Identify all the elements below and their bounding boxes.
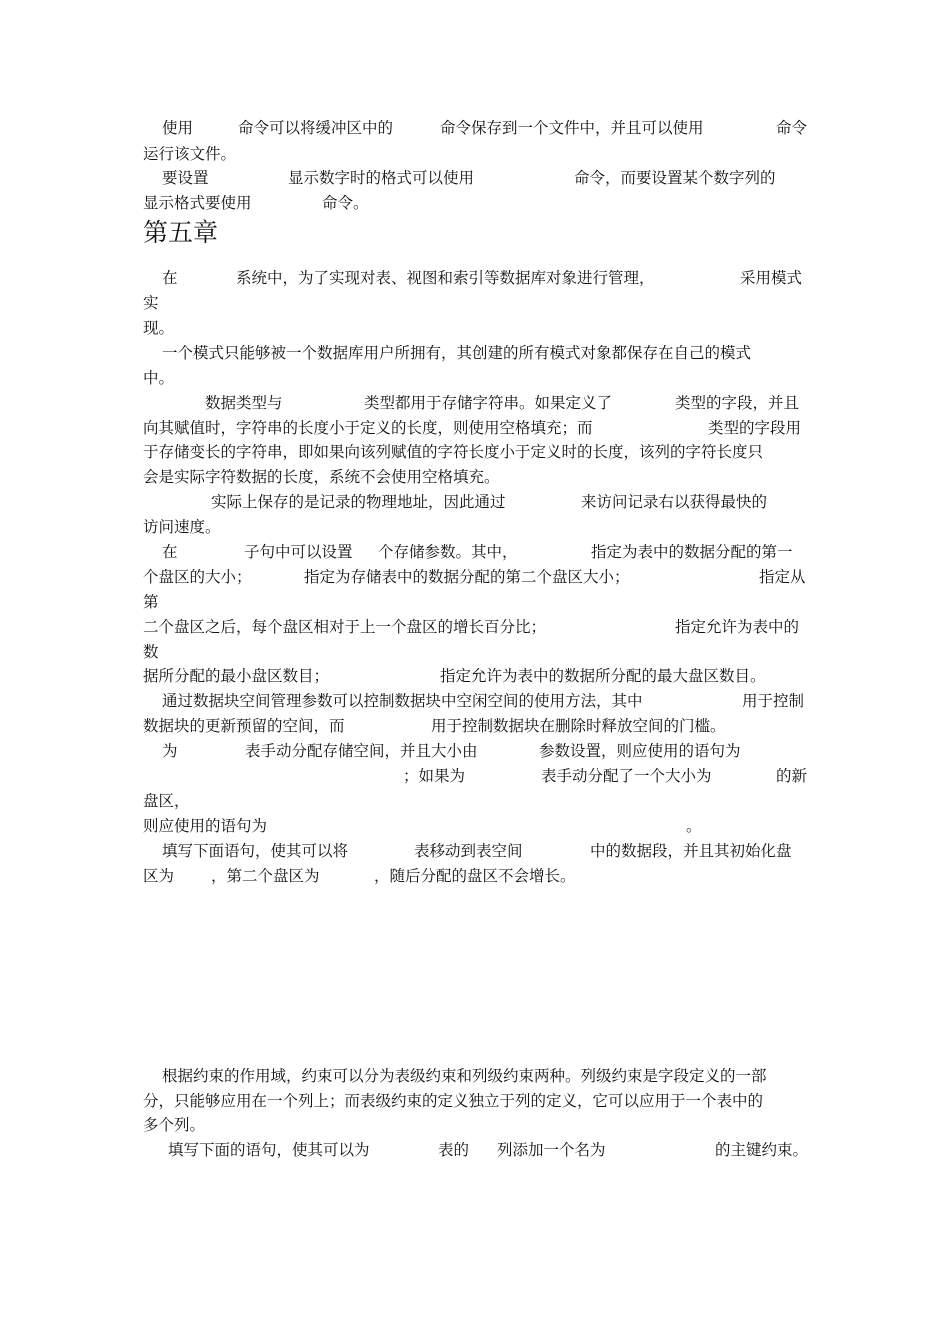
p10-text: ，第二个盘区为 <box>211 867 320 885</box>
p12-text: 表的 <box>438 1141 470 1159</box>
p12-text: 的主键约束。 <box>715 1141 809 1159</box>
p2-text: 要设置 <box>162 169 209 187</box>
p7-text: 第 <box>143 593 159 611</box>
p1-text: 命令保存到一个文件中，并且可以使用 <box>440 119 704 137</box>
p5-text: 类型的字段用 <box>708 419 802 437</box>
p7-text: 指定允许为表中的 <box>675 618 800 636</box>
p2-text: 显示格式要使用 <box>143 194 252 212</box>
p12-text: 填写下面的语句，使其可以为 <box>168 1141 370 1159</box>
p7-text: 数 <box>143 643 159 661</box>
p9-text: 盘区， <box>143 792 190 810</box>
p3-text: 系统中，为了实现对表、视图和索引等数据库对象进行管理， <box>236 269 655 287</box>
p7-text: 指定为存储表中的数据分配的第二个盘区大小； <box>304 568 630 586</box>
p9-text: 参数设置，则应使用的语句为 <box>539 742 741 760</box>
p6-text: 实际上保存的是记录的物理地址，因此通过 <box>211 493 506 511</box>
p10-text: 表移动到表空间 <box>414 842 523 860</box>
p6-text: 来访问记录右以获得最快的 <box>581 493 768 511</box>
p9-text: 表手动分配存储空间，并且大小由 <box>245 742 478 760</box>
p2-text: 显示数字时的格式可以使用 <box>288 169 475 187</box>
p7-text: 子句中可以设置 <box>244 543 353 561</box>
p1-text: 命令 <box>776 119 808 137</box>
p7-text: 个存储参数。其中， <box>378 543 518 561</box>
p8-text: 用于控制 <box>742 692 805 710</box>
p11-text: 根据约束的作用域，约束可以分为表级约束和列级约束两种。列级约束是字段定义的一部 <box>162 1067 767 1085</box>
p7-text: 指定为表中的数据分配的第一 <box>591 543 793 561</box>
p3-text: 现。 <box>143 319 175 337</box>
p4-text: 一个模式只能够被一个数据库用户所拥有，其创建的所有模式对象都保存在自己的模式 <box>162 344 752 362</box>
p3-text: 实 <box>143 294 159 312</box>
p7-text: 指定从 <box>759 568 806 586</box>
p11-text: 分，只能够应用在一个列上；而表级约束的定义独立于列的定义，它可以应用于一个表中的 <box>143 1092 764 1110</box>
p9-text: 表手动分配了一个大小为 <box>541 767 712 785</box>
p10-text: 区为 <box>143 867 175 885</box>
p8-text: 通过数据块空间管理参数可以控制数据块中空闲空间的使用方法，其中 <box>162 692 643 710</box>
p11-text: 多个列。 <box>143 1116 206 1134</box>
p3-text: 在 <box>162 269 178 287</box>
p8-text: 用于控制数据块在删除时释放空间的门槛。 <box>431 717 726 735</box>
p5-text: 数据类型与 <box>205 394 283 412</box>
p3-text: 采用模式 <box>740 269 803 287</box>
p5-text: 类型的字段，并且 <box>675 394 800 412</box>
p7-text: 指定允许为表中的数据所分配的最大盘区数目。 <box>440 667 766 685</box>
p5-text: 类型都用于存储字符串。如果定义了 <box>364 394 613 412</box>
p1-text: 运行该文件。 <box>143 145 237 163</box>
p9-text: 。 <box>686 817 702 835</box>
p12-text: 列添加一个名为 <box>497 1141 606 1159</box>
p7-text: 二个盘区之后，每个盘区相对于上一个盘区的增长百分比； <box>143 618 547 636</box>
p9-text: 则应使用的语句为 <box>143 817 268 835</box>
p5-text: 向其赋值时，字符串的长度小于定义的长度，则使用空格填充；而 <box>143 419 593 437</box>
p10-text: 中的数据段，并且其初始化盘 <box>590 842 792 860</box>
p10-text: ，随后分配的盘区不会增长。 <box>374 867 576 885</box>
p6-text: 访问速度。 <box>143 518 221 536</box>
p1-text: 使用 <box>162 119 194 137</box>
p9-text: 为 <box>162 742 178 760</box>
p8-text: 数据块的更新预留的空间，而 <box>143 717 345 735</box>
chapter-title: 第五章 <box>143 218 219 247</box>
p10-text: 填写下面语句，使其可以将 <box>162 842 349 860</box>
p9-text: 的新 <box>776 767 808 785</box>
p7-text: 据所分配的最小盘区数目； <box>143 667 330 685</box>
p7-text: 个盘区的大小； <box>143 568 252 586</box>
p9-text: ；如果为 <box>403 767 466 785</box>
p1-text: 命令可以将缓冲区中的 <box>238 119 394 137</box>
p7-text: 在 <box>162 543 178 561</box>
p2-text: 命令，而要设置某个数字列的 <box>574 169 776 187</box>
p2-text: 命令。 <box>322 194 369 212</box>
p5-text: 于存储变长的字符串，即如果向该列赋值的字符长度小于定义时的长度，该列的字符长度只 <box>143 443 764 461</box>
p4-text: 中。 <box>143 369 175 387</box>
p5-text: 会是实际字符数据的长度，系统不会使用空格填充。 <box>143 468 500 486</box>
